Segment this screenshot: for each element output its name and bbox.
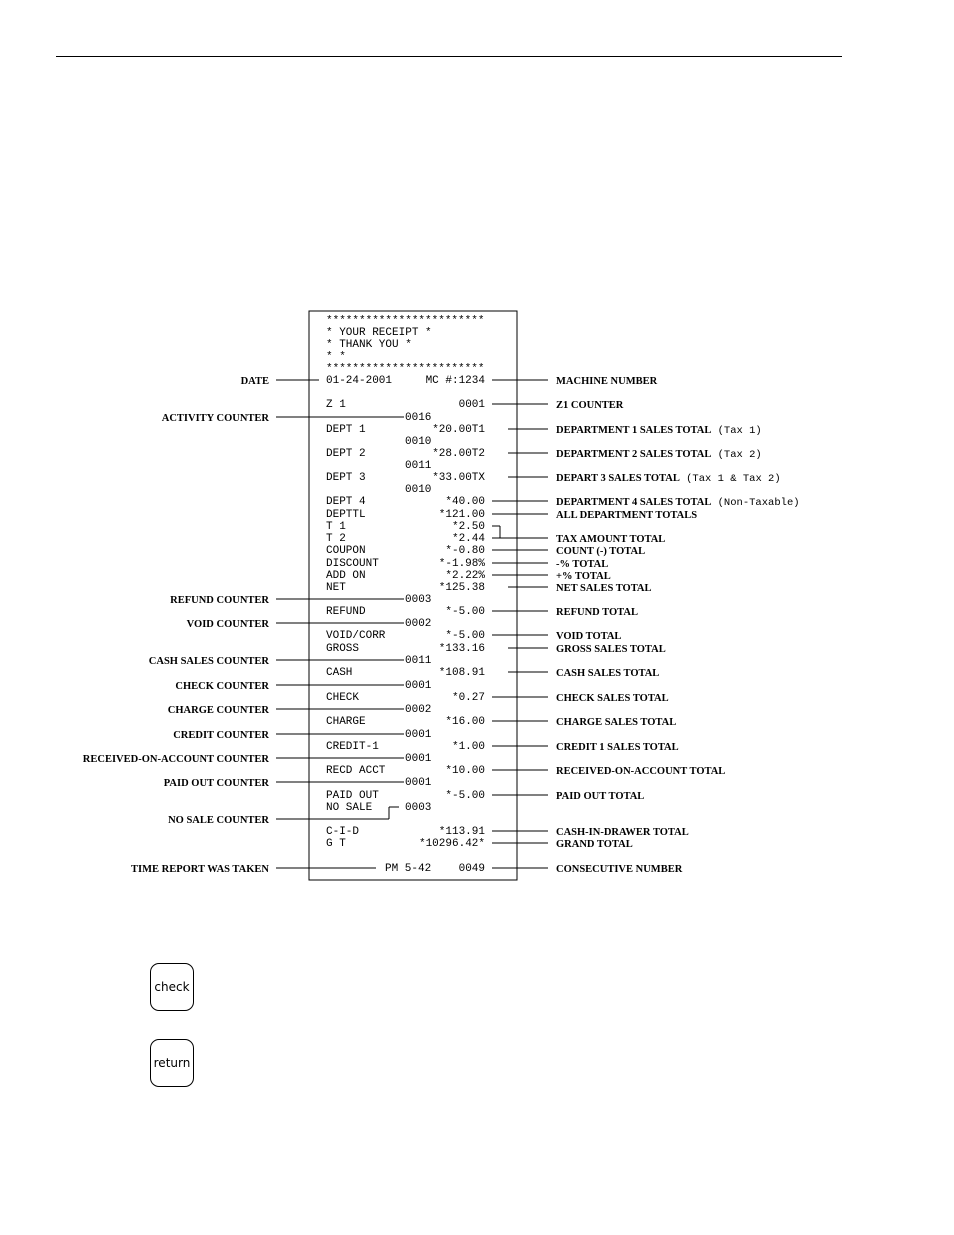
receipt-row-value: *-5.00	[445, 630, 485, 642]
receipt-row-value: *1.00	[451, 741, 485, 753]
receipt-row-label: RECD ACCT	[326, 765, 386, 777]
right-callouts	[556, 376, 800, 875]
right-callout-label: Z1 COUNTER	[556, 400, 624, 411]
receipt-row-label: CHARGE	[326, 716, 366, 728]
right-callout-label: CONSECUTIVE NUMBER	[556, 864, 683, 875]
receipt-row-label: GROSS	[326, 643, 360, 655]
receipt-row-counter: 0001	[405, 753, 432, 765]
receipt-row-value: *2.50	[451, 521, 485, 533]
left-callout-label: DATE	[240, 376, 269, 387]
receipt-row-value: *133.16	[438, 643, 485, 655]
receipt-row-label: ADD ON	[326, 570, 366, 582]
left-callout-label: CREDIT COUNTER	[173, 730, 269, 741]
receipt-row-counter: 0010	[405, 436, 432, 448]
receipt-row-value: *2.22%	[445, 570, 485, 582]
receipt-row-value: 0001	[458, 399, 485, 411]
check-key-label: check	[154, 980, 190, 994]
receipt-row-label: PAID OUT	[326, 790, 379, 802]
left-callouts	[83, 376, 270, 875]
receipt-row-counter: 0001	[405, 777, 432, 789]
receipt-row-value: *-0.80	[445, 545, 485, 557]
right-callout-label: MACHINE NUMBER	[556, 376, 658, 387]
receipt-row-value: *108.91	[438, 667, 485, 679]
receipt-row-label: NO SALE	[326, 802, 373, 814]
receipt-row-value: *-5.00	[445, 606, 485, 618]
receipt-row-value: *125.38	[438, 582, 485, 594]
receipt-row-counter: 0011	[405, 655, 432, 667]
return-key-label: return	[153, 1056, 191, 1070]
right-callout-label: PAID OUT TOTAL	[556, 791, 645, 802]
receipt-row-value: *40.00	[445, 496, 485, 508]
receipt-header-line: * THANK YOU *	[326, 339, 412, 351]
receipt-row-counter: PM 5-42	[385, 863, 432, 875]
right-callout-label: DEPARTMENT 4 SALES TOTAL (Non-Taxable)	[556, 497, 800, 509]
right-callout-label: GROSS SALES TOTAL	[556, 644, 666, 655]
right-callout-note: (Tax 2)	[711, 449, 762, 461]
right-callout-label: ALL DEPARTMENT TOTALS	[556, 510, 698, 521]
right-callout-label: RECEIVED-ON-ACCOUNT TOTAL	[556, 766, 726, 777]
left-callout-label: ACTIVITY COUNTER	[161, 413, 269, 424]
receipt-header-line: ************************	[326, 363, 485, 375]
receipt-row-value: *121.00	[438, 509, 485, 521]
receipt-row-label: CHECK	[326, 692, 360, 704]
check-key[interactable]	[150, 963, 194, 1011]
left-callout-label: VOID COUNTER	[186, 619, 269, 630]
receipt-row-value: *20.00T1	[432, 424, 485, 436]
receipt-row-value: *28.00T2	[432, 448, 485, 460]
receipt-row-value: *33.00TX	[432, 472, 485, 484]
right-callout-note: (Tax 1)	[711, 425, 762, 437]
receipt-header-line: ************************	[326, 315, 485, 327]
left-callout-label: PAID OUT COUNTER	[163, 778, 269, 789]
receipt-row-label: G T	[326, 838, 346, 850]
receipt-row-label: REFUND	[326, 606, 366, 618]
receipt-row-label: VOID/CORR	[326, 630, 386, 642]
receipt-row-value: *10.00	[445, 765, 485, 777]
right-callout-label: NET SALES TOTAL	[556, 583, 652, 594]
left-callout-label: REFUND COUNTER	[170, 595, 269, 606]
receipt-row-label: DISCOUNT	[326, 558, 379, 570]
receipt-row-label: Z 1	[326, 399, 346, 411]
receipt-row-label: COUPON	[326, 545, 366, 557]
receipt-row-value: *2.44	[451, 533, 485, 545]
right-callout-label: DEPART 3 SALES TOTAL (Tax 1 & Tax 2)	[556, 473, 781, 485]
receipt-row-label: DEPTTL	[326, 509, 366, 521]
receipt-row-counter: 0003	[405, 594, 432, 606]
right-callout-note: (Non-Taxable)	[711, 497, 800, 509]
receipt-row-value: *16.00	[445, 716, 485, 728]
left-callout-label: CHECK COUNTER	[175, 681, 269, 692]
receipt-row-label: T 1	[326, 521, 346, 533]
receipt-row-label: DEPT 3	[326, 472, 366, 484]
left-callout-label: CASH SALES COUNTER	[148, 656, 269, 667]
receipt-machine-number: MC #:1234	[425, 375, 485, 387]
receipt-row-value: *0.27	[451, 692, 485, 704]
receipt-row-label: 01-24-2001	[326, 375, 393, 387]
right-callout-note: (Tax 1 & Tax 2)	[679, 473, 781, 485]
right-callout-label: GRAND TOTAL	[556, 839, 633, 850]
receipt-row-value: *-1.98%	[438, 558, 485, 570]
receipt-row-value: 0049	[458, 863, 485, 875]
receipt-row-counter: 0011	[405, 460, 432, 472]
right-callout-label: +% TOTAL	[556, 571, 611, 582]
receipt-row-counter: 0002	[405, 618, 432, 630]
right-callout-label: CASH-IN-DRAWER TOTAL	[556, 827, 689, 838]
receipt-row-label: DEPT 4	[326, 496, 366, 508]
receipt-row-label: NET	[326, 582, 346, 594]
return-key[interactable]	[150, 1039, 194, 1087]
right-callout-label: REFUND TOTAL	[556, 607, 638, 618]
receipt-header-line: * *	[326, 351, 346, 363]
receipt-row-counter: 0001	[405, 729, 432, 741]
right-callout-label: VOID TOTAL	[556, 631, 622, 642]
left-callout-label: NO SALE COUNTER	[168, 815, 269, 826]
receipt-row-label: T 2	[326, 533, 346, 545]
right-callout-label: -% TOTAL	[556, 559, 609, 570]
receipt-row-label: C-I-D	[326, 826, 360, 838]
right-callout-label: CASH SALES TOTAL	[556, 668, 660, 679]
receipt-row-counter: 0003	[405, 802, 432, 814]
right-callout-label: CREDIT 1 SALES TOTAL	[556, 742, 679, 753]
left-callout-label: CHARGE COUNTER	[167, 705, 269, 716]
receipt-row-value: *-5.00	[445, 790, 485, 802]
right-callout-label: DEPARTMENT 2 SALES TOTAL (Tax 2)	[556, 449, 762, 461]
receipt-row-label: CREDIT-1	[326, 741, 379, 753]
right-callout-label: CHARGE SALES TOTAL	[556, 717, 677, 728]
receipt-row-value: *113.91	[438, 826, 485, 838]
left-callout-label: RECEIVED-ON-ACCOUNT COUNTER	[82, 754, 269, 765]
right-callout-label: CHECK SALES TOTAL	[556, 693, 669, 704]
receipt-row-label: DEPT 1	[326, 424, 366, 436]
receipt-row-label: DEPT 2	[326, 448, 366, 460]
receipt-row-counter: 0010	[405, 484, 432, 496]
receipt-row-label: CASH	[326, 667, 353, 679]
receipt-row-value: *10296.42*	[418, 838, 485, 850]
receipt-row-counter: 0001	[405, 680, 432, 692]
right-callout-label: DEPARTMENT 1 SALES TOTAL (Tax 1)	[556, 425, 762, 437]
receipt-row-counter: 0016	[405, 412, 432, 424]
right-callout-label: COUNT (-) TOTAL	[556, 546, 646, 557]
receipt-row-counter: 0002	[405, 704, 432, 716]
right-callout-label: TAX AMOUNT TOTAL	[556, 534, 666, 545]
receipt-header-line: * YOUR RECEIPT *	[326, 327, 432, 339]
left-callout-label: TIME REPORT WAS TAKEN	[130, 864, 269, 875]
